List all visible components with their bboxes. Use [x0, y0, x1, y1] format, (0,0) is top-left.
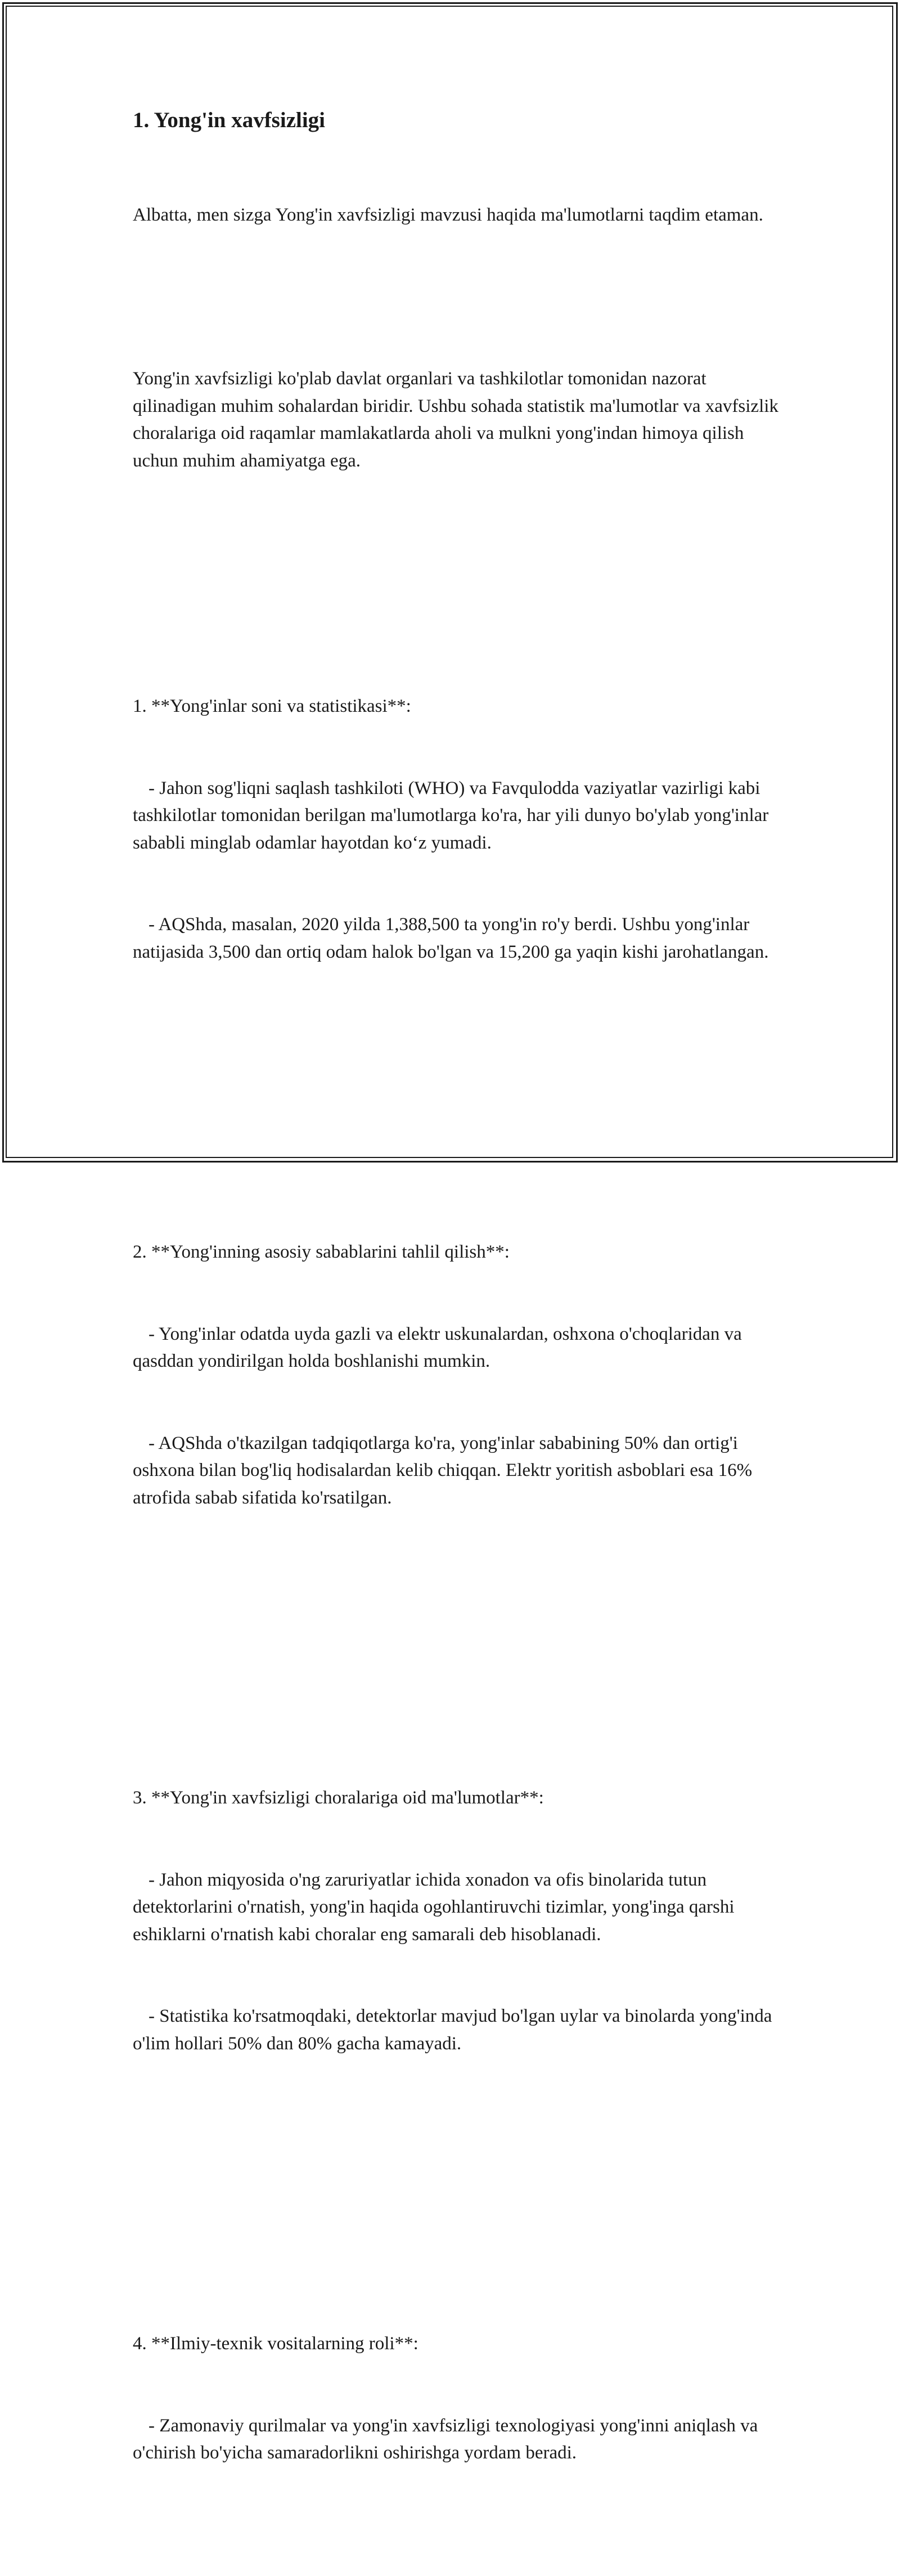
section-bullet: [133, 2412, 780, 2467]
section-bullet: [133, 2003, 780, 2057]
paragraph-gap: [133, 2166, 780, 2194]
bullet-text: - Zamonaviy qurilmalar va yong'in xavfsizligi texnologiyasi yong'inni aniqlash va o'chirish bo'yicha samaradorlikni oshirishga yordam beradi.: [133, 2415, 763, 2463]
section-bullet: [133, 775, 780, 857]
section-3: [133, 1730, 780, 2112]
section-1: [133, 638, 780, 1020]
section-bullet: [133, 911, 780, 966]
paragraph-gap: [133, 284, 780, 311]
section-heading: 2. **Yong'inning asosiy sabablarini tahlil qilish**:: [133, 1242, 510, 1262]
overview-paragraph: Yong'in xavfsizligi ko'plab davlat organlari va tashkilotlar tomonidan nazorat qilinadigan muhim sohalardan biridir. Ushbu sohada statistik ma'lumotlar va xavfsizlik choralariga oid raqamlar mamlakatlarda aholi va mulkni yong'indan himoya qilish uchun muhim ahamiyatga ega.: [133, 369, 784, 471]
section-bullet: [133, 1321, 780, 1375]
bullet-text: - AQShda, masalan, 2020 yilda 1,388,500 ta yong'in ro'y berdi. Ushbu yong'inlar natijasida 3,500 dan ortiq odam halok bo'lgan va 15,200 ga yaqin kishi jarohatlangan.: [133, 914, 769, 962]
intro-paragraph: Albatta, men sizga Yong'in xavfsizligi mavzusi haqida ma'lumotlarni taqdim etaman.: [133, 205, 763, 225]
bullet-text: - AQShda o'tkazilgan tadqiqotlarga ko'ra, yong'inlar sababining 50% dan ortig'i oshxona bilan bog'liq hodisalardan kelib chiqqan. Elektr yoritish asboblari esa 16% atrofida sabab sifatida ko'rsatilgan.: [133, 1433, 757, 1508]
bullet-text: - Jahon sog'liqni saqlash tashkiloti (WHO) va Favqulodda vaziyatlar vazirligi kabi tashkilotlar tomonidan berilgan ma'lumotlarga ko'ra, har yili dunyo bo'ylab yong'inlar sababli minglab odamlar hayotdan ko‘z yumadi.: [133, 778, 773, 853]
document-text: [133, 147, 784, 2576]
paragraph-gap: [133, 1621, 780, 1648]
section-heading: 1. **Yong'inlar soni va statistikasi**:: [133, 696, 411, 716]
section-heading: 3. **Yong'in xavfsizligi choralariga oid ma'lumotlar**:: [133, 1788, 544, 1808]
bullet-text: - Jahon miqyosida o'ng zaruriyatlar ichida xonadon va ofis binolarida tutun detektorlarini o'rnatish, yong'in haqida ogohlantiruvchi tizimlar, yong'inga qarshi eshiklarni o'rnatish kabi choralar eng samarali deb hisoblanadi.: [133, 1869, 739, 1945]
section-heading: 4. **Ilmiy-texnik vositalarning roli**:: [133, 2333, 418, 2354]
document-body: [133, 104, 784, 2576]
paragraph-gap: [133, 529, 780, 557]
section-bullet: [133, 1866, 780, 1949]
bullet-text: - Yong'inlar odatda uyda gazli va elektr uskunalardan, oshxona o'choqlaridan va qasddan yondirilgan holda boshlanishi mumkin.: [133, 1323, 747, 1371]
bullet-text: - Statistika ko'rsatmoqdaki, detektorlar mavjud bo'lgan uylar va binolarda yong'inda o'lim hollari 50% dan 80% gacha kamayadi.: [133, 2006, 777, 2054]
section-2: [133, 1184, 780, 1566]
section-4: [133, 2276, 780, 2521]
paragraph-gap: [133, 1075, 780, 1102]
document-title: 1. Yong'in xavfsizligi: [133, 108, 326, 132]
section-bullet: [133, 1430, 780, 1512]
